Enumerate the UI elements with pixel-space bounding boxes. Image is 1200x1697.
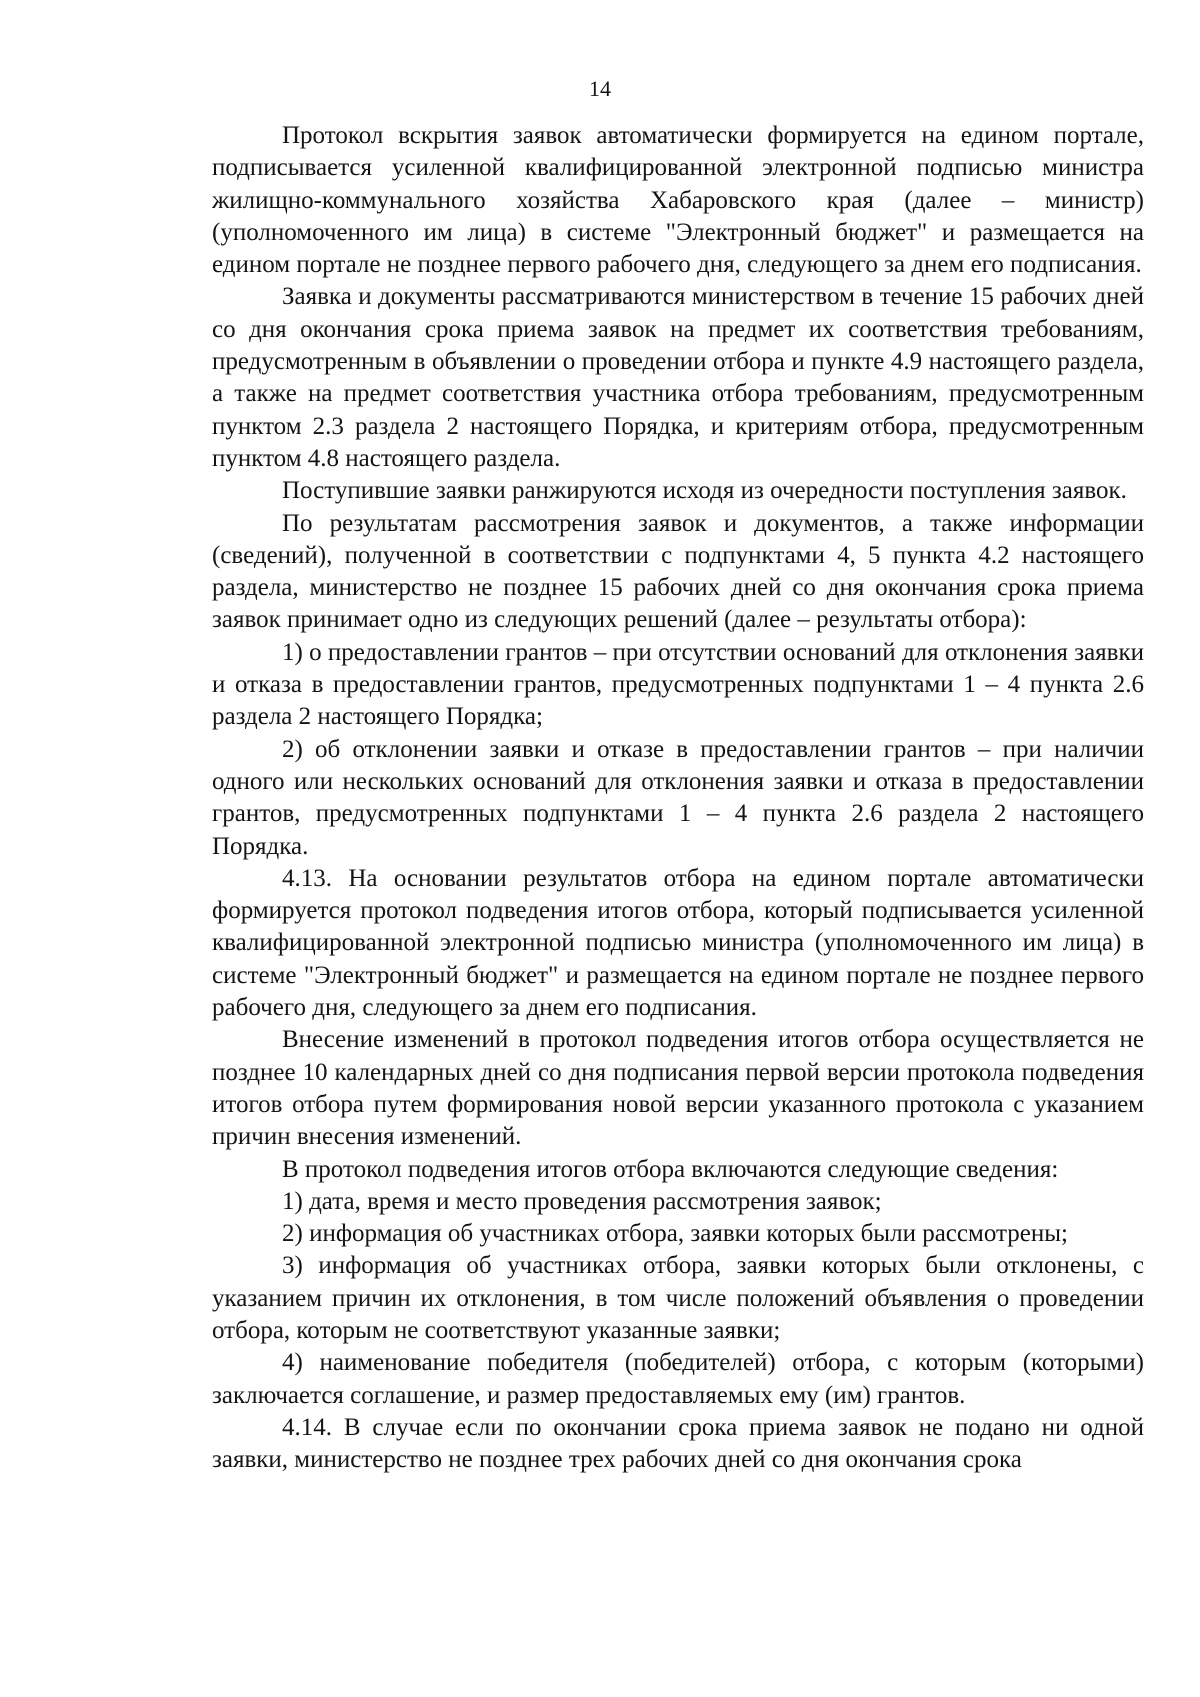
list-item-date-place: 1) дата, время и место проведения рассмотрения заявок; <box>282 1187 882 1215</box>
list-item-reviewed-participants: 2) информация об участниках отбора, заявки которых были рассмотрены; <box>282 1220 1068 1248</box>
list-item-winners: 4) наименование победителя (победителей) отбора, с которым (которыми) заключается соглашение, и размер предоставляемых ему (им) грантов. <box>212 1349 1144 1409</box>
list-item-rejection-decision: 2) об отклонении заявки и отказе в предоставлении грантов – при наличии одного или нескольких оснований для отклонения заявки и отказа в предоставлении грантов, предусмотренных подпунктами 1 – 4 пункта 2.6 раздела 2 настоящего Порядка. <box>212 735 1144 860</box>
paragraph-protocol-opening: Протокол вскрытия заявок автоматически формируется на едином портале, подписывается усиленной квалифицированной электронной подписью министра жилищно-коммунального хозяйства Хабаровского края (далее – министр) (уполномоченного им лица) в системе "Электронный бюджет" и размещается на едином портале не позднее первого рабочего дня, следующего за днем его подписания. <box>212 122 1144 279</box>
list-item-grant-decision: 1) о предоставлении грантов – при отсутствии оснований для отклонения заявки и отказа в предоставлении грантов, предусмотренных подпунктами 1 – 4 пункта 2.6 раздела 2 настоящего Порядка; <box>212 638 1144 731</box>
paragraph-review-period: Заявка и документы рассматриваются министерством в течение 15 рабочих дней со дня окончания срока приема заявок на предмет их соответствия требованиям, предусмотренным в объявлении о проведении отбора и пункте 4.9 настоящего раздела, а также на предмет соответствия участника отбора требованиям, предусмотренным пунктом 2.3 раздела 2 настоящего Порядка, и критериям отбора, предусмотренным пунктом 4.8 настоящего раздела. <box>212 283 1144 472</box>
paragraph-decisions: По результатам рассмотрения заявок и документов, а также информации (сведений), полученной в соответствии с подпунктами 4, 5 пункта 4.2 настоящего раздела, министерство не позднее 15 рабочих дней со дня окончания срока приема заявок принимает одно из следующих решений (далее – результаты отбора): <box>212 509 1144 634</box>
document-body <box>212 120 1144 1476</box>
paragraph-ranking: Поступившие заявки ранжируются исходя из очередности поступления заявок. <box>282 477 1127 505</box>
paragraph-protocol-changes: Внесение изменений в протокол подведения итогов отбора осуществляется не позднее 10 календарных дней со дня подписания первой версии протокола подведения итогов отбора путем формирования новой версии указанного протокола с указанием причин внесения изменений. <box>212 1026 1144 1151</box>
list-item-rejected-participants: 3) информация об участниках отбора, заявки которых были отклонены, с указанием причин их отклонения, в том числе положений объявления о проведении отбора, которым не соответствуют указанные заявки; <box>212 1252 1144 1344</box>
paragraph-section-4-14: 4.14. В случае если по окончании срока приема заявок не подано ни одной заявки, министерство не позднее трех рабочих дней со дня окончания срока <box>212 1413 1144 1474</box>
page-number: 14 <box>589 76 611 101</box>
paragraph-protocol-contents: В протокол подведения итогов отбора включаются следующие сведения: <box>282 1155 1059 1183</box>
paragraph-section-4-13: 4.13. На основании результатов отбора на едином портале автоматически формируется протокол подведения итогов отбора, который подписывается усиленной квалифицированной электронной подписью министра (уполномоченного им лица) в системе "Электронный бюджет" и размещается на едином портале не позднее первого рабочего дня, следующего за днем его подписания. <box>212 864 1144 1022</box>
